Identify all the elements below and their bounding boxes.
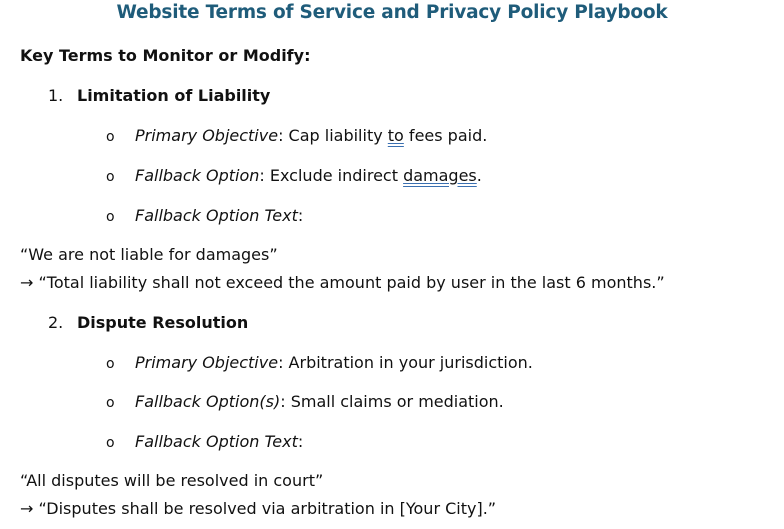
bullet-icon: o [106, 129, 115, 145]
bullet-fallback-option-text [106, 432, 303, 451]
quote-original: “All disputes will be resolved in court” [20, 471, 324, 490]
bullet-primary-objective [106, 353, 533, 372]
bullet-icon: o [106, 356, 115, 372]
quote-revised: → “Total liability shall not exceed the amount paid by user in the last 6 months.” [20, 273, 665, 292]
bullet-primary-objective [106, 126, 487, 145]
list-number: 2. [48, 313, 64, 332]
fallback-option-label: Fallback Option [135, 166, 260, 185]
item-heading: Dispute Resolution [77, 313, 249, 332]
document-title: Website Terms of Service and Privacy Policy Playbook [116, 2, 668, 23]
fallback-option-text-label: Fallback Option Text [135, 206, 298, 225]
bullet-fallback-option-text [106, 206, 303, 225]
list-number: 1. [48, 86, 64, 105]
bullet-icon: o [106, 209, 115, 225]
quote-original: “We are not liable for damages” [20, 245, 278, 264]
underlined-word: to [387, 126, 404, 145]
bullet-icon: o [106, 169, 115, 185]
primary-objective-text: : Arbitration in your jurisdiction. [278, 353, 533, 372]
primary-objective-label: Primary Objective [135, 126, 279, 145]
item-heading: Limitation of Liability [77, 86, 271, 105]
colon: : [297, 206, 304, 225]
quote-revised: → “Disputes shall be resolved via arbitration in [Your City].” [20, 499, 497, 518]
bullet-icon: o [106, 395, 115, 411]
bullet-fallback-option [106, 166, 482, 185]
primary-objective-label: Primary Objective [135, 353, 279, 372]
list-item-dispute-resolution [48, 313, 248, 332]
fallback-option-text-end: . [476, 166, 482, 185]
primary-objective-text-end: fees paid. [403, 126, 488, 145]
colon: : [297, 432, 304, 451]
underlined-word: damages [403, 166, 477, 185]
fallback-option-text: : Exclude indirect [259, 166, 404, 185]
primary-objective-text: : Cap liability [278, 126, 388, 145]
fallback-options-text: : Small claims or mediation. [280, 392, 504, 411]
bullet-fallback-options [106, 392, 504, 411]
fallback-options-label: Fallback Option(s) [135, 392, 281, 411]
section-heading: Key Terms to Monitor or Modify: [20, 46, 311, 65]
fallback-option-text-label: Fallback Option Text [135, 432, 298, 451]
list-item-limitation-of-liability [48, 86, 270, 105]
bullet-icon: o [106, 435, 115, 451]
